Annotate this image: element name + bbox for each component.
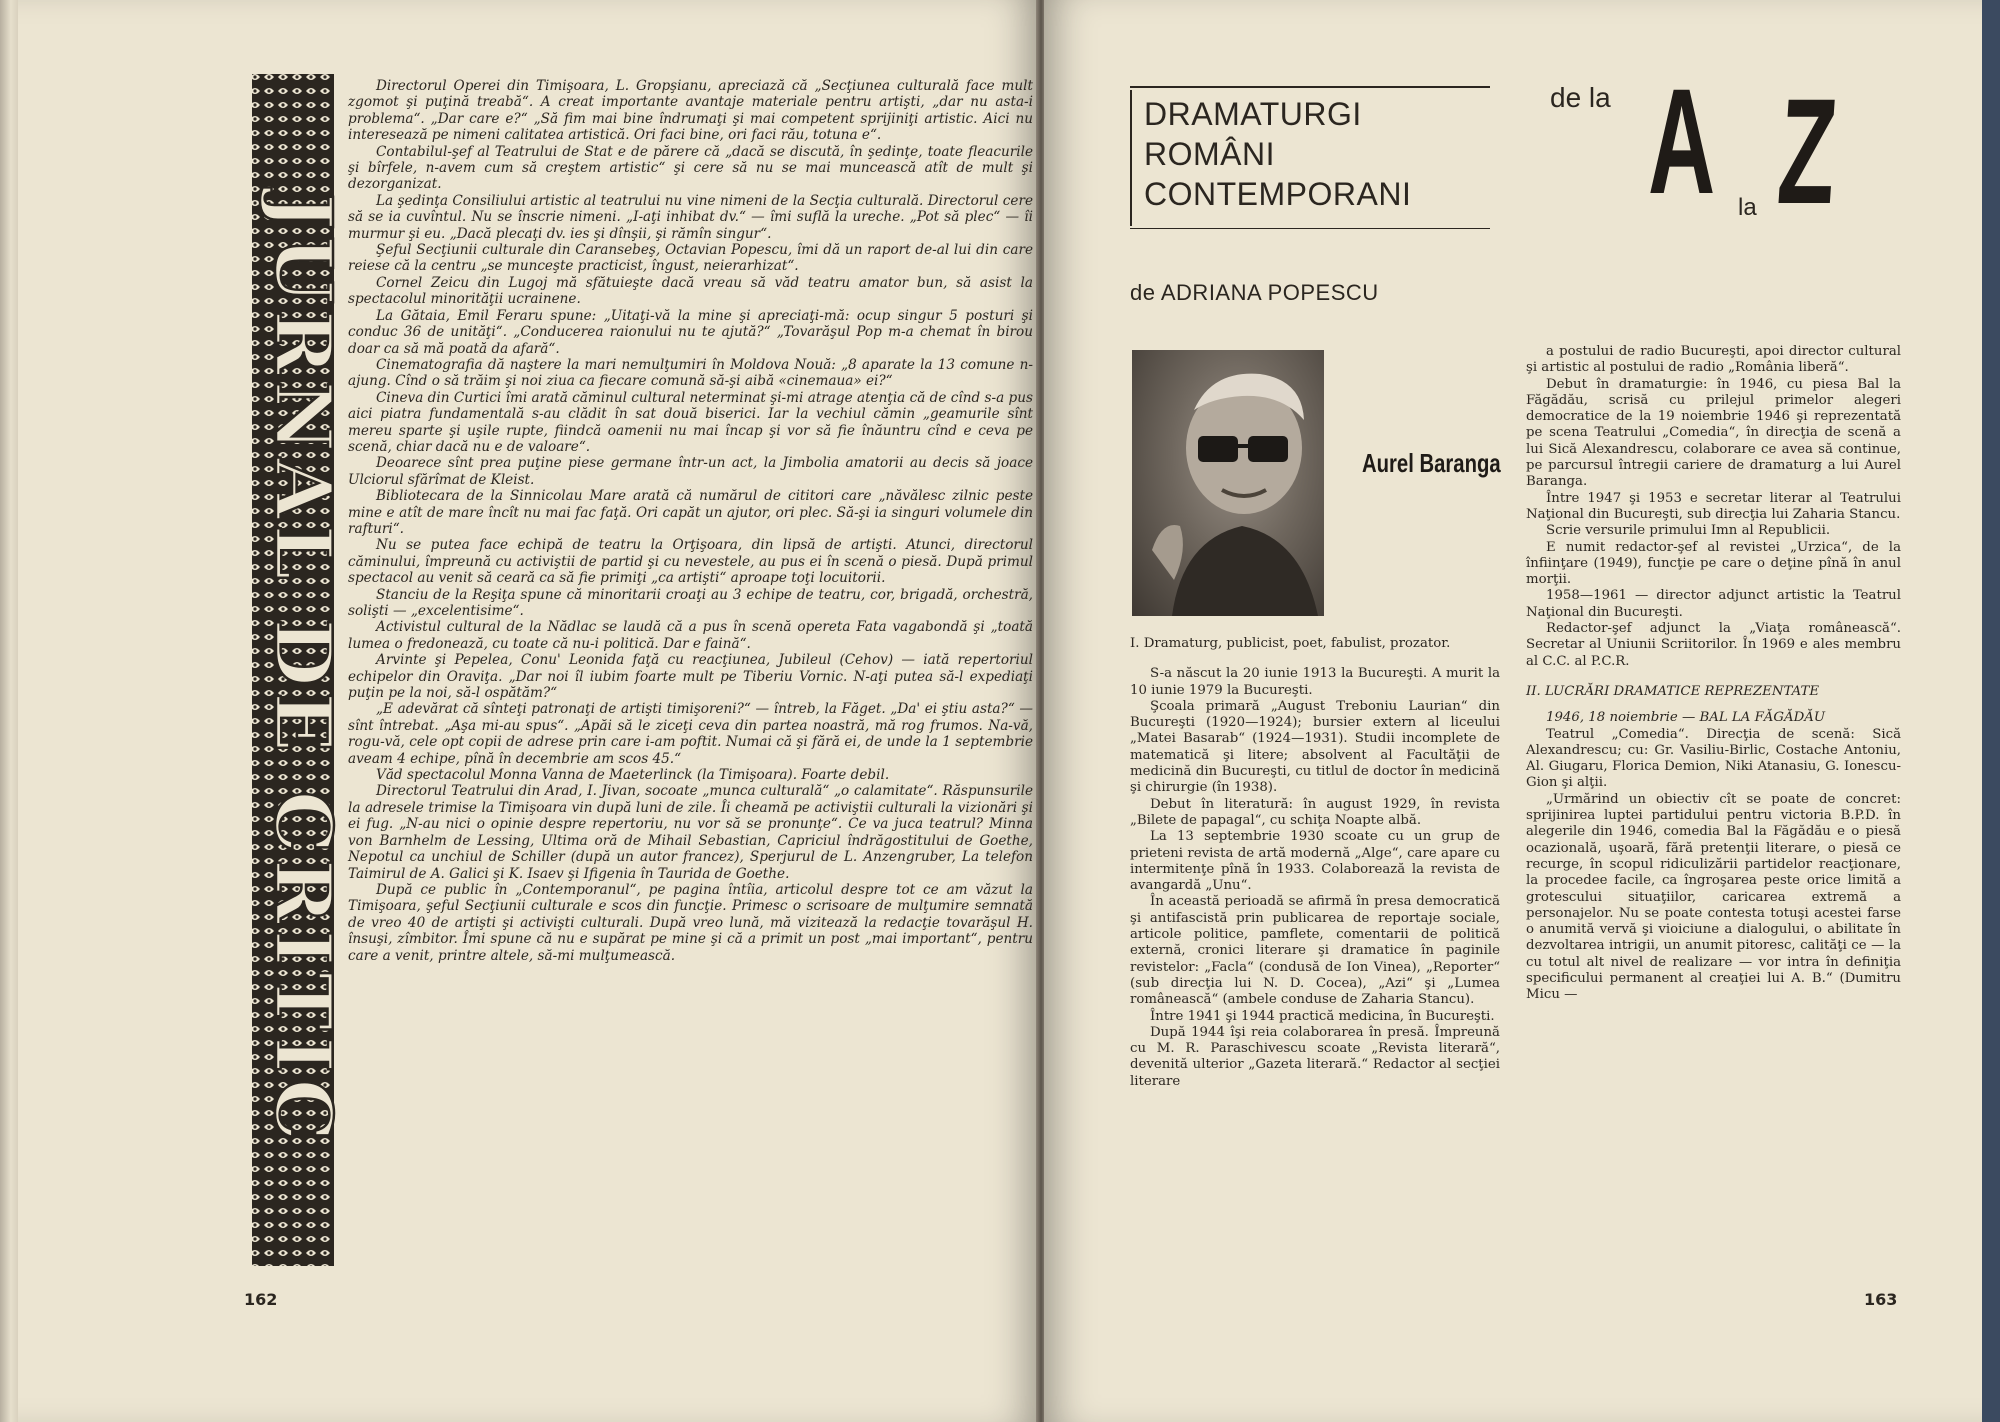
page-number-right: 163: [1864, 1290, 1898, 1309]
vertical-title-text: JURNAL DE CRITIC: [257, 193, 348, 1147]
section-heading: II. LUCRĂRI DRAMATICE REPREZENTATE: [1526, 683, 1820, 699]
paragraph: După ce public în „Contemporanul“, pe pagina întîia, articolul despre tot ce am văzut la Timişoara, şeful Secţiunii culturale e scos din funcţie. Primesc o scrisoare de mulţumire semnată de vreo 40 de artişti şi activişti culturali. După vreo lună, mă vizitează la redacţie tovarăşul H. însuşi, zîmbitor. Îmi spune că nu e supărat pe mine şi că a primit un post „mai important“, pentru care a venit, printre altele, să-mi mulţumească.: [348, 881, 1033, 964]
paragraph: Bibliotecara de la Sinnicolau Mare arată că numărul de cititori care „năvălesc zilnic peste mine e atît de mare încît nu mai fac faţă. Ori capăt un ajutor, ori plec. Să-şi ia singuri volumele din rafturi“.: [348, 488, 1033, 537]
paragraph: Debut în literatură: în august 1929, în revista „Bilete de papagal“, cu schiţa Noapte albă.: [1130, 796, 1500, 828]
series-header: [1130, 86, 1490, 229]
vertical-ornamental-title: [248, 70, 348, 1270]
series-title-line: CONTEMPORANI: [1144, 176, 1412, 212]
right-column-1: [1130, 636, 1500, 1090]
la-text: la: [1738, 194, 1757, 221]
series-title-line: DRAMATURGI: [1144, 96, 1362, 132]
paragraph: Directorul Teatrului din Arad, I. Jivan, socoate „munca culturală“ „o calamitate“. Răspunsurile la adresele trimise la Timişoara vin după luni de zile. Îi cheamă pe activiştii culturali la vizionări şi ei fug. „N-au nici o opinie despre repertoriu, nu vor să se pronunţe“. Ce va juca teatrul? Minna von Barnhelm de Lessing, Ultima oră de Mihail Sebastian, Capriciul îndrăgostitului de Goethe, Nepotul ca unchiul de Schiller (după un autor francez), Sperjurul de L. Anzengruber, La telefon Taimirul de A. Galici şi K. Isaev şi Ifigenia în Taurida de Goethe.: [348, 783, 1033, 882]
byline: de ADRIANA POPESCU: [1130, 280, 1379, 305]
right-page: [1044, 0, 1982, 1422]
paragraph: La şedinţa Consiliului artistic al teatrului nu vine nimeni de la Secţia culturală. Directorul cere să se ia cuvîntul. Nu se înscrie nimeni. „I-aţi inhibat dv.“ — îmi suflă la ureche. „Pot să plec“ — îi murmur şi eu. „Dacă plecaţi dv. ies şi dînşii, şi rămîn singur“.: [348, 192, 1033, 242]
paragraph: Între 1947 şi 1953 e secretar literar al Teatrului Naţional din Bucureşti, sub direcţia lui Zaharia Stancu.: [1526, 490, 1901, 522]
big-letter-z: Z: [1773, 67, 1842, 235]
paragraph: Cornel Zeicu din Lugoj mă sfătuieşte dacă vreau să văd teatru amator bun, să asist la spectacolul minorităţii ucrainene.: [348, 274, 1033, 308]
paragraph: La Gătaia, Emil Feraru spune: „Uitaţi-vă la mine şi apreciaţi-mă: ocup singur 5 posturi şi conduc 36 de unităţi“. „Conducerea raionului nu te ajută?“ „Tovarăşul Pop m-a chemat în birou doar ca să mă poată da afară“.: [348, 307, 1033, 357]
paragraph: „E adevărat că sînteţi patronaţi de artişti timişoreni?“ — întreb, la Făget. „Da' ei ştiu asta?“ — sînt întrebat. „Aşa mi-au spus“. „Apăi să le ziceţi ceva din partea noastră, mă rog frumos. Na-vă, rogu-vă, cele opt copii de adrese prin care i-am poftit. Numai că şi fără ei, de unde la 1 septembrie aveam 4 echipe, pînă în decembrie am scos 45.“: [348, 701, 1033, 767]
ornamental-title-graphic: [248, 70, 348, 1270]
paragraph: 1958—1961 — director adjunct artistic la Teatrul Naţional din Bucureşti.: [1526, 588, 1901, 620]
paragraph: Nu se putea face echipă de teatru la Orţişoara, din lipsă de artişti. Atunci, directorul căminului, împreună cu activiştii de partid şi cu nevestele, au pus ei în scenă o piesă. După primul spectacol au venit să ceară ca să fie primiţi „ca artişti“ aproape toţi locuitorii.: [348, 537, 1033, 587]
paragraph: Scrie versurile primului Imn al Republicii.: [1546, 523, 1831, 539]
paragraph: Redactor-şef adjunct la „Viaţa românească“. Secretar al Uniunii Scriitorilor. În 1969 e ales membru al C.C. al P.C.R.: [1526, 621, 1901, 669]
paragraph: După 1944 îşi reia colaborarea în presă. Împreună cu M. R. Paraschivescu scoate „Revista literară“, devenită ulterior „Gazeta literară.“ Redactor al secţiei literare: [1130, 1024, 1500, 1089]
paragraph: Şeful Secţiunii culturale din Caransebeş, Octavian Popescu, îmi dă un raport de-al lui din care reiese că la centru „se munceşte practicist, îngust, neierarhizat“.: [348, 242, 1033, 275]
page-edge-left: [0, 0, 18, 1422]
paragraph: Cineva din Curtici îmi arată căminul cultural neterminat şi-mi atrage atenţia că de cînd s-a pus aici piatra fundamentală s-au clădit în sat două biserici. Iar la vechiul cămin „geamurile sînt mereu sparte şi uşile rupte, fiindcă oamenii nu mai încap şi vor să fie înăuntru cînd e ceva pe scenă, chiar dacă nu e de valoare“.: [348, 389, 1033, 455]
paragraph: Arvinte şi Pepelea, Conu' Leonida faţă cu reacţiunea, Jubileul (Cehov) — iată repertoriul echipelor din Oraviţa. „Dar noi îl iubim foarte mult pe Tiberiu Vornic. N-aţi putea să-l expediaţi puţin pe la noi, să-l ospătăm?“: [348, 652, 1033, 702]
paragraph: Între 1941 şi 1944 practică medicina, în Bucureşti.: [1150, 1008, 1495, 1024]
paragraph: Teatrul „Comedia“. Direcţia de scenă: Sică Alexandrescu; cu: Gr. Vasiliu-Birlic, Costache Antoniu, Al. Giugaru, Florica Demion, Niki Atanasiu, G. Ionescu-Gion şi alţii.: [1526, 726, 1901, 791]
left-page: [18, 0, 1038, 1422]
paragraph: E numit redactor-şef al revistei „Urzica“, de la înfiinţare (1949), funcţie pe care o deţine pînă în anul morţii.: [1526, 539, 1901, 588]
page-edge-right: [1982, 0, 2000, 1422]
de-la-text: de la: [1550, 82, 1611, 113]
paragraph: Şcoala primară „August Treboniu Laurian“ din Bucureşti (1920—1924); bursier extern al liceului „Matei Basarab“ (1924—1931). Studii incomplete de matematică şi litere; absolvent al Facultăţii de medicină din Bucureşti, cu titlul de doctor în medicină şi chirurgie (în 1938).: [1130, 698, 1500, 796]
paragraph: Debut în dramaturgie: în 1946, cu piesa Bal la Făgădău, scrisă cu prilejul primelor alegeri democratice de la 19 noiembrie 1946 şi reprezentată pe scena Teatrului „Comedia“, în direcţia de scenă a lui Sică Alexandrescu, colaborare ce avea să continue, pe parcursul întregii cariere de dramaturg a lui Aurel Baranga.: [1526, 376, 1901, 490]
paragraph: Activistul cultural de la Nădlac se laudă că a pus în scenă opereta Fata vagabondă şi „toată lumea o fredonează, cu toate că nu-i politică. Dar e faină“.: [348, 619, 1033, 652]
paragraph: a postului de radio Bucureşti, apoi director cultural şi artistic al postului de radio „România liberă“.: [1526, 344, 1901, 376]
intro-paragraph: I. Dramaturg, publicist, poet, fabulist, prozator.: [1130, 636, 1451, 651]
paragraph: Stanciu de la Reşiţa spune că minoritarii croaţi au 3 echipe de teatru, cor, brigadă, orchestră, solişti — „excelentisime“.: [348, 586, 1033, 619]
author-portrait-photo: [1132, 350, 1324, 616]
subject-name: Aurel Baranga: [1362, 448, 1501, 478]
paragraph: Văd spectacolul Monna Vanna de Maeterlinck (la Timişoara). Foarte debil.: [376, 767, 890, 784]
paragraph: S-a născut la 20 iunie 1913 la Bucureşti. A murit la 10 iunie 1979 la Bucureşti.: [1130, 666, 1500, 698]
left-column-text: [348, 78, 1033, 964]
paragraph: Directorul Operei din Timişoara, L. Gropşianu, apreciază că „Secţiunea culturală face mult zgomot şi puţină treabă“. A creat importante avantaje materiale pentru artişti, „dar nu asta-i problema“. „Dar care e?“ „Să fim mai bine îndrumaţi şi mai competent sprijiniţi artistic. Aici nu interesează pe nimeni calitatea artistică. Ori faci bine, ori faci rău, totuna e“.: [348, 78, 1033, 144]
paragraph: Deoarece sînt prea puţine piese germane într-un act, la Jimbolia amatorii au decis să joace Ulciorul sfărîmat de Kleist.: [348, 455, 1033, 488]
right-column-2: [1526, 344, 1901, 1004]
paragraph: Cinematografia dă naştere la mari nemulţumiri în Moldova Nouă: „8 aparate la 13 comune n-ajung. Cînd o să trăim şi noi ziua ca fiecare comună să-şi aibă «cinemaua» ei?“: [348, 356, 1033, 390]
page-number-left: 162: [244, 1290, 278, 1309]
paragraph: „Urmărind un obiectiv cît se poate de concret: sprijinirea luptei partidului pentru victoria B.P.D. în alegerile din 1946, comedia Bal la Făgădău e o piesă ocazională, uşoară, fără pretenţii literare, o piesă ce recurge, în scopul ridiculizării partidelor reacţionare, la procedee facile, ca îngroşarea peste orice limită a grotescului situaţiilor, caricarea extremă a personajelor. Nu se poate contesta totuşi acestei farse o anumită vervă şi vioiciune a dialogului, o abilitate în dezvoltarea intrigii, un anumit pitoresc, calităţi ce — la cu totul alt nivel de realizare — vor intra în definiţia specificului permanent al creaţiei lui A. B.“ (Dumitru Micu —: [1526, 791, 1901, 1003]
paragraph: Contabilul-şef al Teatrului de Stat e de părere că „dacă se discută, în şedinţe, toate fleacurile şi bîrfele, n-avem cum să creştem artistic“ şi cere să nu se mai muncească atît de mult şi dezorganizat.: [348, 143, 1033, 193]
series-title: [1144, 94, 1484, 214]
big-letter-a: A: [1648, 57, 1716, 225]
paragraph: La 13 septembrie 1930 scoate cu un grup de prieteni revista de artă modernă „Alge“, care apare cu intermitenţe pînă în 1933. Colaborează la revista de avangardă „Unu“.: [1130, 829, 1500, 894]
paragraph: 1946, 18 noiembrie — BAL LA FĂGĂDĂU: [1546, 710, 1826, 726]
paragraph: În această perioadă se afirmă în presa democratică şi antifascistă prin publicarea de reportaje sociale, articole politice, pamflete, comentarii de politică externă, cronici literare şi dramatice în paginile revistelor: „Facla“ (condusă de Ion Vinea), „Reporter“ (sub direcţia lui N. D. Cocea), „Azi“ şi „Lumea românească“ (ambele conduse de Zaharia Stancu).: [1130, 894, 1500, 1008]
series-title-line: ROMÂNI: [1144, 136, 1275, 172]
